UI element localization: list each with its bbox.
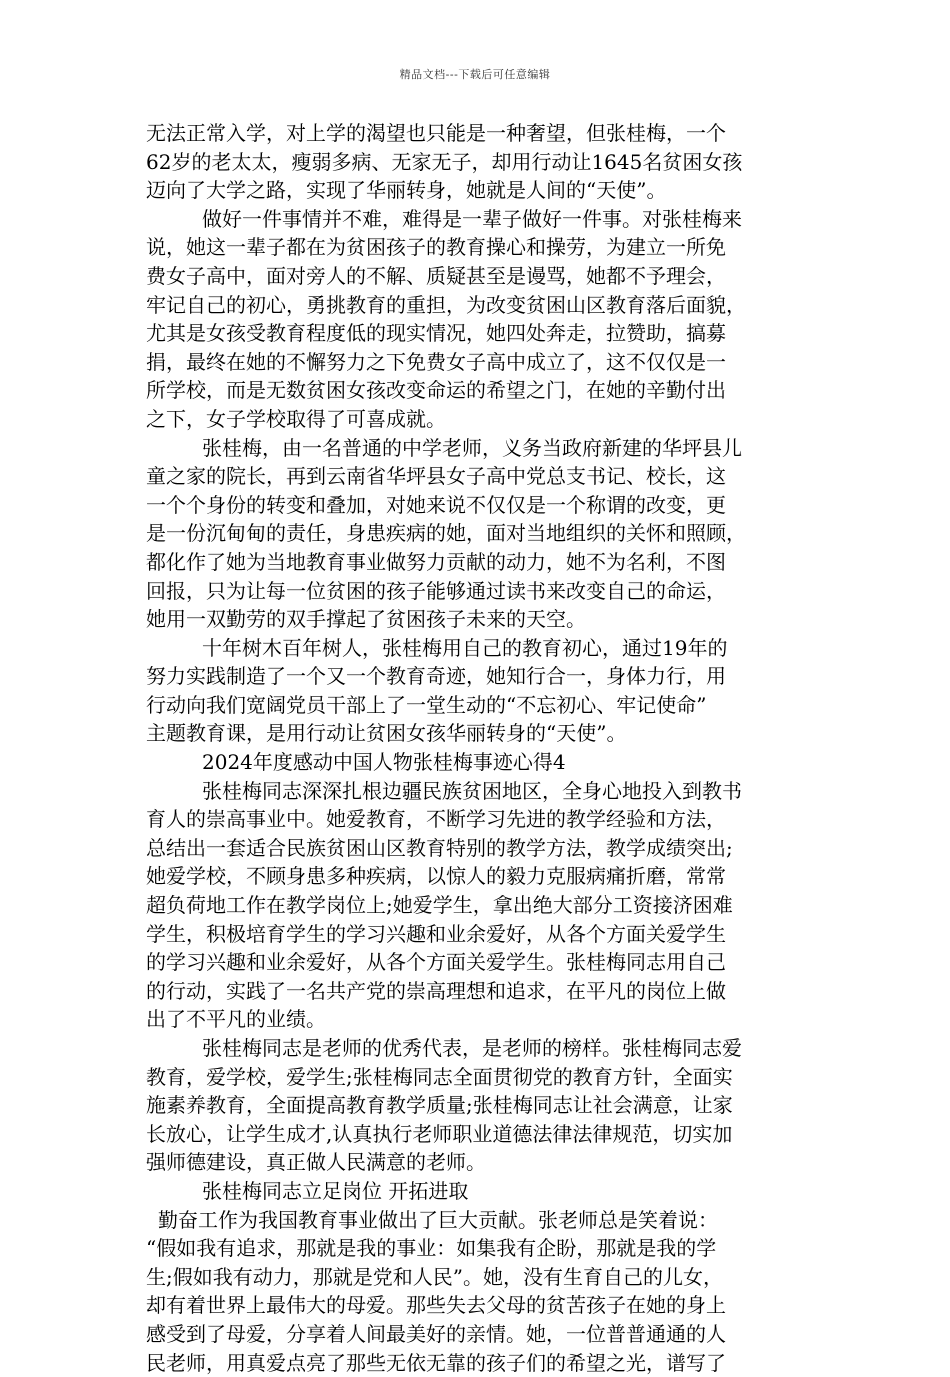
text-line: 学生，积极培育学生的学习兴趣和业余爱好，从各个方面关爱学生 bbox=[146, 921, 726, 946]
text-line: 总结出一套适合民族贫困山区教育特别的教学方法，教学成绩突出; bbox=[146, 835, 733, 860]
text-line: 主题教育课，是用行动让贫困女孩华丽转身的“天使”。 bbox=[146, 721, 627, 746]
text-line: 行动向我们宽阔党员干部上了一堂生动的“不忘初心、牢记使命” bbox=[146, 692, 707, 717]
document-body bbox=[146, 119, 826, 1377]
text-line: 张桂梅，由一名普通的中学老师，义务当政府新建的华坪县儿 bbox=[202, 435, 742, 460]
text-line: 说，她这一辈子都在为贫困孩子的教育操心和操劳，为建立一所免 bbox=[146, 235, 726, 260]
text-line: 她爱学校，不顾身患多种疾病，以惊人的毅力克服病痛折磨，常常 bbox=[146, 864, 726, 889]
text-line: 育人的崇高事业中。她爱教育，不断学习先进的教学经验和方法， bbox=[146, 807, 726, 832]
text-line: 却有着世界上最伟大的母爱。那些失去父母的贫苦孩子在她的身上 bbox=[146, 1293, 726, 1318]
text-line: 民老师，用真爱点亮了那些无依无靠的孩子们的希望之光，谱写了 bbox=[146, 1350, 726, 1375]
text-line: 所学校，而是无数贫困女孩改变命运的希望之门，在她的辛勤付出 bbox=[146, 378, 726, 403]
text-line: 费女子高中，面对旁人的不解、质疑甚至是谩骂，她都不予理会， bbox=[146, 263, 726, 288]
text-line: 生;假如我有动力，那就是党和人民”。她，没有生育自己的儿女， bbox=[146, 1264, 723, 1289]
section-heading: 2024年度感动中国人物张桂梅事迹心得4 bbox=[202, 750, 566, 775]
text-line: 回报，只为让每一位贫困的孩子能够通过读书来改变自己的命运， bbox=[146, 578, 726, 603]
text-line: 迈向了大学之路，实现了华丽转身，她就是人间的“天使”。 bbox=[146, 178, 667, 203]
text-line: 的行动，实践了一名共产党的崇高理想和追求，在平凡的岗位上做 bbox=[146, 978, 726, 1003]
text-line: 62岁的老太太，瘦弱多病、无家无子，却用行动让1645名贫困女孩 bbox=[146, 149, 743, 174]
text-line: 勤奋工作为我国教育事业做出了巨大贡献。张老师总是笑着说： bbox=[158, 1207, 718, 1232]
text-line: 之下，女子学校取得了可喜成就。 bbox=[146, 406, 446, 431]
text-line: 强师德建设，真正做人民满意的老师。 bbox=[146, 1150, 486, 1175]
text-line: 努力实践制造了一个又一个教育奇迹，她知行合一，身体力行，用 bbox=[146, 664, 726, 689]
text-line: 尤其是女孩受教育程度低的现实情况，她四处奔走，拉赞助，搞募 bbox=[146, 321, 726, 346]
text-line: 施素养教育，全面提高教育教学质量;张桂梅同志让社会满意，让家 bbox=[146, 1093, 733, 1118]
text-line: 做好一件事情并不难，难得是一辈子做好一件事。对张桂梅来 bbox=[202, 206, 742, 231]
text-line: 教育，爱学校，爱学生;张桂梅同志全面贯彻党的教育方针，全面实 bbox=[146, 1064, 733, 1089]
text-line: 都化作了她为当地教育事业做努力贡献的动力，她不为名利，不图 bbox=[146, 549, 726, 574]
text-line: 出了不平凡的业绩。 bbox=[146, 1007, 326, 1032]
text-line: 一个个身份的转变和叠加，对她来说不仅仅是一个称谓的改变，更 bbox=[146, 492, 726, 517]
text-line: 十年树木百年树人，张桂梅用自己的教育初心，通过19年的 bbox=[202, 635, 728, 660]
page-header: 精品文档---下载后可任意编辑 bbox=[399, 68, 551, 81]
text-line: 无法正常入学，对上学的渴望也只能是一种奢望，但张桂梅，一个 bbox=[146, 121, 726, 145]
text-line: 童之家的院长，再到云南省华坪县女子高中党总支书记、校长，这 bbox=[146, 464, 726, 489]
text-line: 牢记自己的初心，勇挑教育的重担，为改变贫困山区教育落后面貌， bbox=[146, 292, 746, 317]
text-line: 超负荷地工作在教学岗位上;她爱学生，拿出绝大部分工资接济困难 bbox=[146, 893, 733, 918]
text-line: 感受到了母爱，分享着人间最美好的亲情。她，一位普普通通的人 bbox=[146, 1321, 726, 1346]
text-line: 张桂梅同志深深扎根边疆民族贫困地区，全身心地投入到教书 bbox=[202, 778, 742, 803]
text-line: 是一份沉甸甸的责任，身患疾病的她，面对当地组织的关怀和照顾， bbox=[146, 521, 746, 546]
text-line: 长放心，让学生成才,认真执行老师职业道德法律法律规范，切实加 bbox=[146, 1121, 733, 1146]
text-line: “假如我有追求，那就是我的事业：如集我有企盼，那就是我的学 bbox=[146, 1236, 717, 1261]
text-line: 张桂梅同志是老师的优秀代表，是老师的榜样。张桂梅同志爱 bbox=[202, 1036, 742, 1060]
text-line: 的学习兴趣和业余爱好，从各个方面关爱学生。张桂梅同志用自己 bbox=[146, 950, 726, 975]
text-line: 捐，最终在她的不懈努力之下免费女子高中成立了，这不仅仅是一 bbox=[146, 349, 726, 374]
text-line: 她用一双勤劳的双手撑起了贫困孩子未来的天空。 bbox=[146, 607, 586, 632]
section-subheading: 张桂梅同志立足岗位 开拓进取 bbox=[202, 1178, 469, 1203]
